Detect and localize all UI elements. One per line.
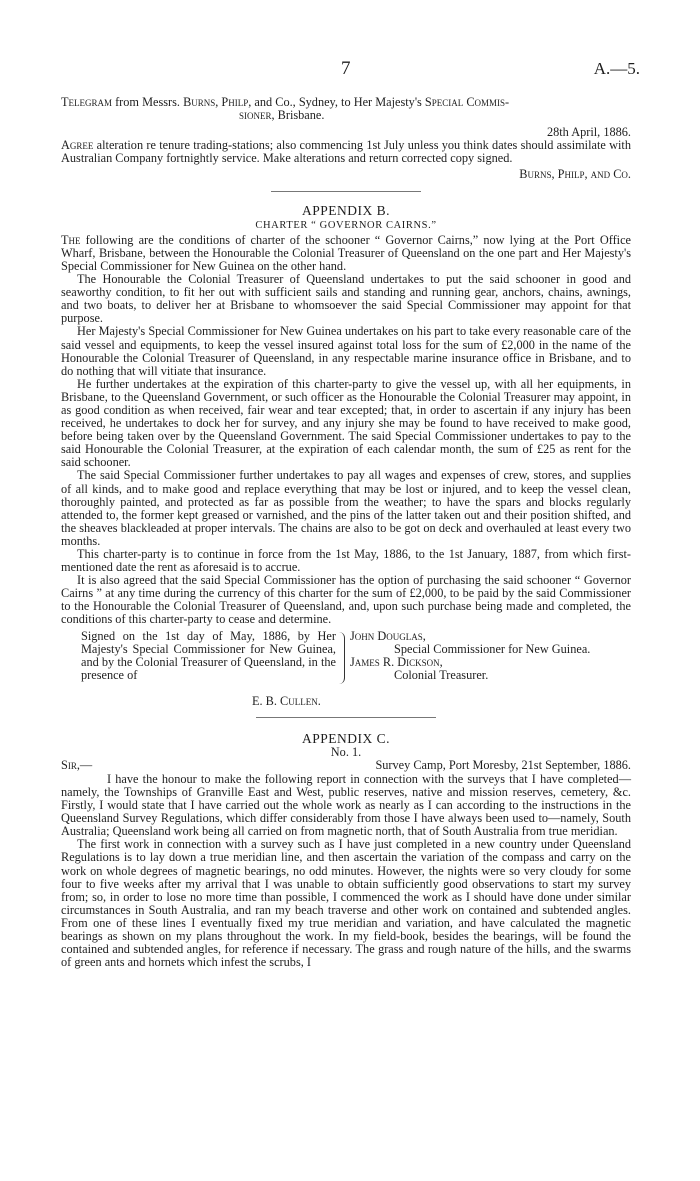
appendix-b-paragraph: He further undertakes at the expiration of this charter-party to give the vessel up, with all her equipments, in Brisbane, to the Queensland Government, or such officer as the Honourable the Colonial Treasurer may appoint, in as good condition as when received, fair wear and tear excepted; that, in order to ascertain if any injury has been received, he undertakes to dock her for survey, and any injury she may be found to have received to make good, before being taken over by the Queensland Government. The said Special Commissioner undertakes to pay to the said Honourable the Colonial Treasurer, at the expiration of each calendar month, the sum of £25 as rent for the said schooner. (61, 376, 631, 470)
signature-block (61, 630, 631, 696)
telegram-body-first-word: Agree (61, 138, 94, 153)
signatory-1-name: John Douglas, (350, 628, 426, 643)
signed-statement (81, 630, 336, 682)
telegram-heading-end: , Brisbane. (271, 108, 325, 123)
appendix-b-paragraph: This charter-party is to continue in force from the 1st May, 1886, to the 1st January, 1887, from which first-mentioned date the rent as aforesaid is to accrue. (61, 547, 631, 575)
telegram-body-text: alteration re tenure trading-stations; also commencing 1st July unless you think dates should assimilate with Australian Company fortnightly service. Make alterations and return corrected copy signed. (61, 138, 631, 166)
appendix-b-paragraph: It is also agreed that the said Special Commissioner has the option of purchasing the said schooner “ Governor Cairns ” at any time during the currency of this charter for the sum of £2,000, to be paid by the said Commissioner to the Honourable the Colonial Treasurer of Queensland, and, upon such purchase being made and completed, the conditions of this charter-party to cease and determine. (61, 573, 631, 627)
section-divider (271, 191, 421, 192)
signatories (350, 630, 590, 682)
telegram-heading-sc3: Special Commis- (424, 95, 510, 109)
signatory-1-role: Special Commissioner for New Guinea. (394, 641, 591, 656)
appendix-b-para1-text: following are the conditions of charter of the schooner “ Governor Cairns,” now lying at the Port Office Wharf, Brisbane, between the Honourable the Colonial Treasurer of Queensland on the one part and Her Majesty's Special Commissioner for New Guinea on the other hand. (61, 232, 631, 273)
telegram-signature: Burns, Philp, and Co. (519, 167, 631, 182)
signatory-2-role: Colonial Treasurer. (394, 667, 489, 682)
section-divider (256, 717, 436, 718)
appendix-b-paragraph: The said Special Commissioner further undertakes to pay all wages and expenses of crew, stores, and supplies of all kinds, and to make good and replace everything that may be lost or injured, and to keep the vessel clean, thoroughly painted, and protected as far as possible from the weather; to have the spars and blocks regularly attended to, the former kept greased or varnished, and the pins of the latter taken out and their position shifted, and the sheaves blackleaded at proper intervals. The chains are also to be got on deck and overhauled at least every two months. (61, 468, 631, 548)
document-reference: A.—5. (593, 59, 640, 78)
appendix-c-number: No. 1. (330, 744, 362, 759)
appendix-b-para1-first-word: The (61, 232, 81, 247)
appendix-c-paragraph: I have the honour to make the following report in connection with the surveys that I have completed—namely, the Townships of Granville East and West, public reserves, native and mission reserves, cemetery, &c. Firstly, I would state that I have carried out the whole work as nearly as I can according to the instructions in the Queensland Survey Regulations, which differ considerably from those I have always been used to—namely, South Australia; Queensland work being all carried on from magnetic north, that of South Australia from true meridian. (61, 771, 631, 839)
appendix-b-subtitle: CHARTER “ GOVERNOR CAIRNS.” (255, 219, 437, 231)
appendix-b-section (61, 204, 631, 708)
appendix-b-paragraph: Her Majesty's Special Commissioner for New Guinea undertakes on his part to take every reasonable care of the said vessel and equipments, to keep the vessel insured against total loss for the sum of £2,000 in the name of the Honourable the Colonial Treasurer of Queensland, in any respectable marine insurance office in Brisbane, and to do nothing that will vitiate that insurance. (61, 324, 631, 378)
signatory-2-name: James R. Dickson, (350, 654, 443, 669)
signed-text: Signed on the 1st day of May, 1886, by Her Majesty's Special Commissioner for New Guinea, and by the Colonial Treasurer of Queensland, in the presence of (81, 628, 336, 682)
telegram-heading-sc2: Burns, Philp (183, 95, 249, 109)
telegram-heading-sc4: sioner (239, 108, 272, 123)
telegram-heading-mid1: from Messrs. (112, 95, 184, 109)
witness-name: E. B. Cullen. (252, 693, 321, 708)
appendix-b-paragraph: The Honourable the Colonial Treasurer of Queensland undertakes to put the said schooner in good and seaworthy condition, to fit her out with sufficient sails and standing and running gear, anchors, chains, awnings, and two boats, to deliver her at Brisbane to whomsoever the said Special Commissioner may appoint for that purpose. (61, 272, 631, 326)
telegram-heading-mid2: , and Co., Sydney, to Her Majesty's (248, 95, 425, 109)
page-number: 7 (341, 58, 351, 79)
letter-header (61, 759, 631, 773)
appendix-b-paragraph (61, 234, 631, 273)
appendix-c-section (61, 732, 631, 970)
telegram-heading-sc1: Telegram (61, 95, 113, 109)
location-date: Survey Camp, Port Moresby, 21st September, 1886. (375, 757, 631, 772)
appendix-c-paragraph: The first work in connection with a survey such as I have just completed in a new country under Queensland Regulations is to lay down a true meridian line, and then ascertain the variation of the compass and carry on the work on whole degrees of magnetic bearings, no odd minutes. However, the nights were so very cloudy for some four to five weeks after my arrival that I was unable to obtain sufficiently good observations to start my survey from; so, in order to lose no more time than possible, I commenced the work as I should have done under similar circumstances in South Australia, and ran my beach traverse and other work on contained and subtended angles. From one of these lines I eventually fixed my true meridian and variation, and have calculated the magnetic bearings as shown on my plans throughout the work. In my field-book, besides the bearings, will be found the contained and subtended angles, for reference if necessary. The grass and rough nature of the hills, and the swarms of green ants and hornets which infest the scrubs, I (61, 837, 631, 970)
telegram-date: 28th April, 1886. (546, 125, 631, 140)
telegram-heading (61, 96, 631, 122)
telegram-section (61, 96, 631, 969)
telegram-body (61, 139, 631, 165)
appendix-b-title: APPENDIX B. (301, 202, 390, 218)
brace (338, 632, 345, 684)
salutation: Sir,— (61, 757, 93, 772)
appendix-c-title: APPENDIX C. (301, 730, 390, 746)
